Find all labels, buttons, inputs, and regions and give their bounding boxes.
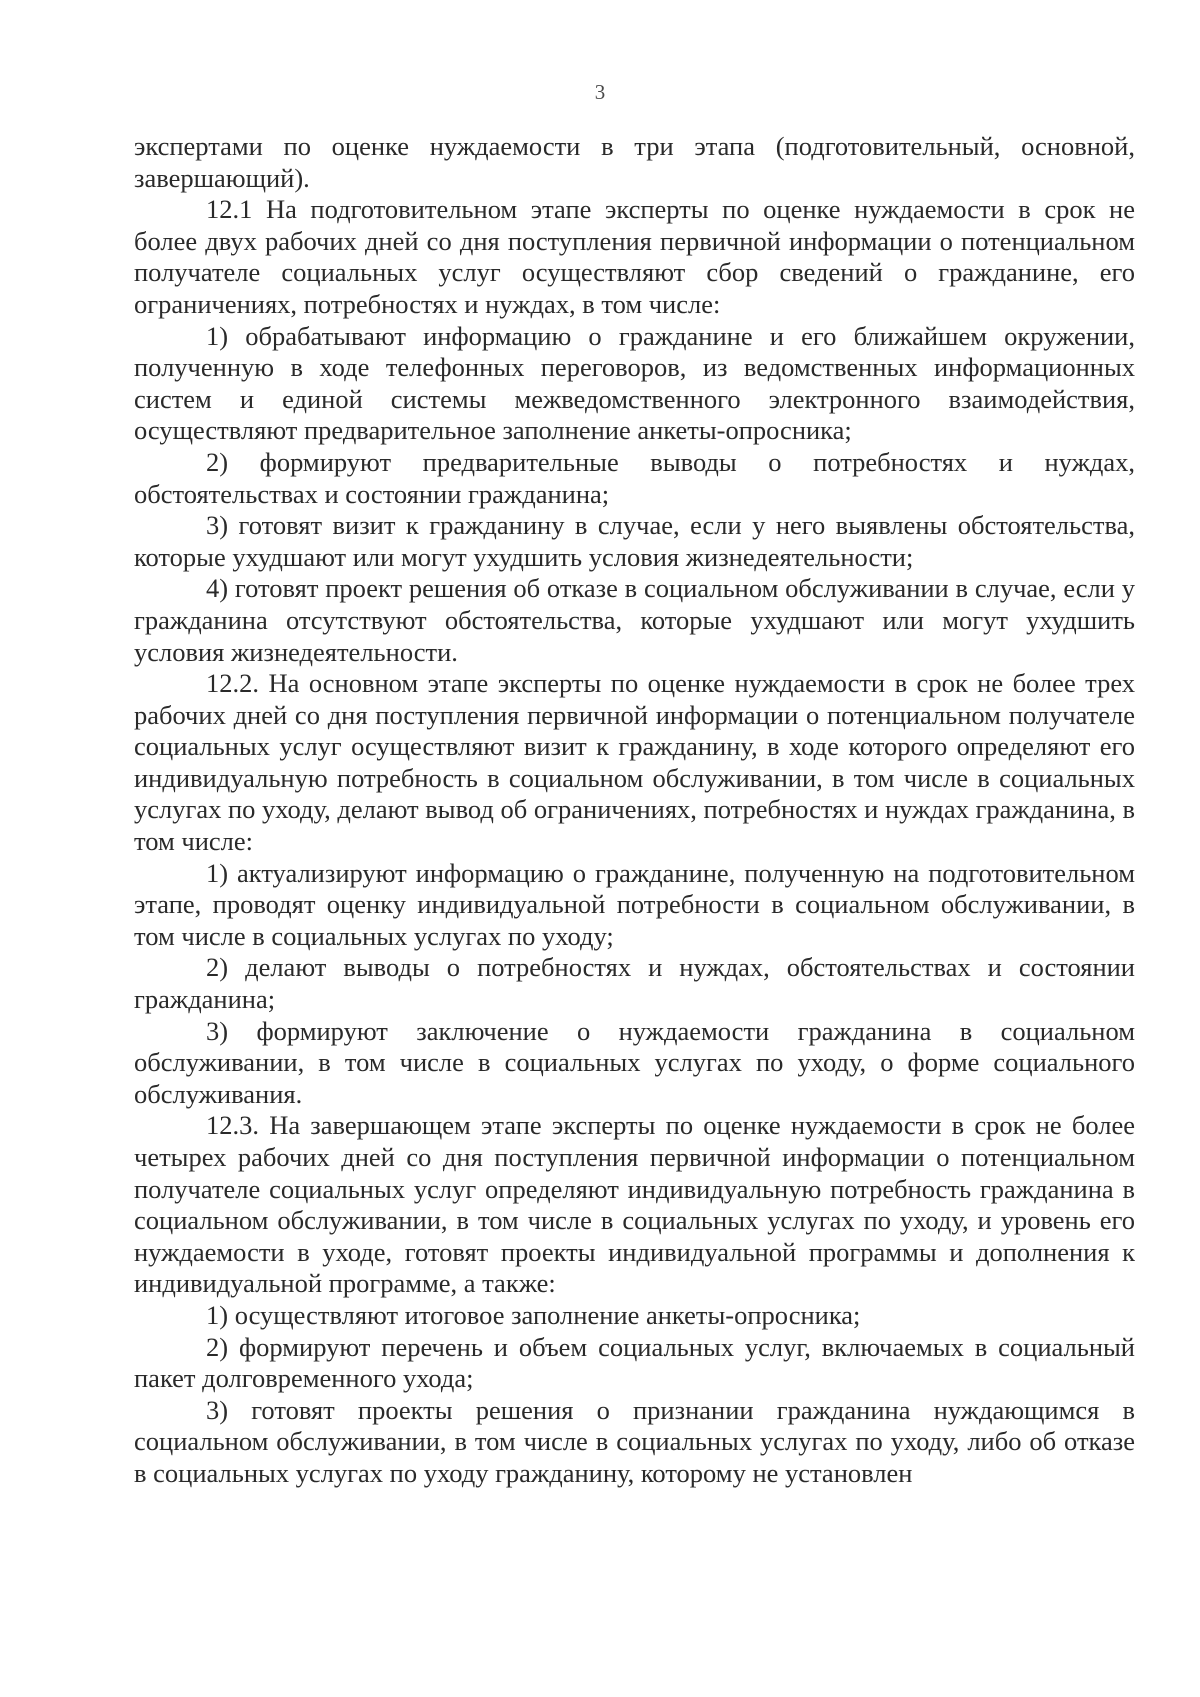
- paragraph-12-3: 12.3. На завершающем этапе эксперты по оценке нуждаемости в срок не более четырех рабочих дней со дня поступления первичной информации о потенциальном получателе социальных услуг определяют индивидуальную потребность гражданина в социальном обслуживании, в том числе в социальных услугах по уходу, и уровень его нуждаемости в уходе, готовят проекты индивидуальной программы и дополнения к индивидуальной программе, а также:: [134, 1110, 1135, 1299]
- list-item-12-1-3: 3) готовят визит к гражданину в случае, если у него выявлены обстоятельства, которые ухудшают или могут ухудшить условия жизнедеятельности;: [134, 510, 1135, 572]
- page-number: 3: [594, 80, 606, 104]
- list-item-12-1-4: 4) готовят проект решения об отказе в социальном обслуживании в случае, если у гражданина отсутствуют обстоятельства, которые ухудшают или могут ухудшить условия жизнедеятельности.: [134, 573, 1135, 667]
- list-item-12-1-2: 2) формируют предварительные выводы о потребностях и нуждах, обстоятельствах и состоянии гражданина;: [134, 446, 1135, 509]
- paragraph-continuation: экспертами по оценке нуждаемости в три этапа (подготовительный, основной, завершающий).: [134, 131, 1135, 193]
- list-item-12-3-3: 3) готовят проекты решения о признании гражданина нуждающимся в социальном обслуживании, в том числе в социальных услугах по уходу, либо об отказе в социальных услугах по уходу гражданину, которому не установлен: [134, 1394, 1135, 1488]
- list-item-12-3-1: 1) осуществляют итоговое заполнение анкеты-опросника;: [206, 1299, 861, 1330]
- document-body: [134, 131, 1135, 1490]
- list-item-12-2-1: 1) актуализируют информацию о гражданине, полученную на подготовительном этапе, проводят оценку индивидуальной потребности в социальном обслуживании, в том числе в социальных услугах по уходу;: [134, 857, 1135, 951]
- list-item-12-2-3: 3) формируют заключение о нуждаемости гражданина в социальном обслуживании, в том числе в социальных услугах по уходу, о форме социального обслуживания.: [134, 1015, 1135, 1109]
- list-item-12-2-2: 2) делают выводы о потребностях и нуждах, обстоятельствах и состоянии гражданина;: [134, 952, 1135, 1015]
- paragraph-12-1: 12.1 На подготовительном этапе эксперты по оценке нуждаемости в срок не более двух рабочих дней со дня поступления первичной информации о потенциальном получателе социальных услуг осуществляют сбор сведений о гражданине, его ограничениях, потребностях и нуждах, в том числе:: [134, 194, 1135, 319]
- list-item-12-1-1: 1) обрабатывают информацию о гражданине и его ближайшем окружении, полученную в ходе телефонных переговоров, из ведомственных информационных систем и единой системы межведомственного электронного взаимодействия, осуществляют предварительное заполнение анкеты-опросника;: [134, 320, 1135, 446]
- list-item-12-3-2: 2) формируют перечень и объем социальных услуг, включаемых в социальный пакет долговременного ухода;: [134, 1331, 1135, 1394]
- paragraph-12-2: 12.2. На основном этапе эксперты по оценке нуждаемости в срок не более трех рабочих дней со дня поступления первичной информации о потенциальном получателе социальных услуг осуществляют визит к гражданину, в ходе которого определяют его индивидуальную потребность в социальном обслуживании, в том числе в социальных услугах по уходу, делают вывод об ограничениях, потребностях и нуждах гражданина, в том числе:: [134, 668, 1135, 857]
